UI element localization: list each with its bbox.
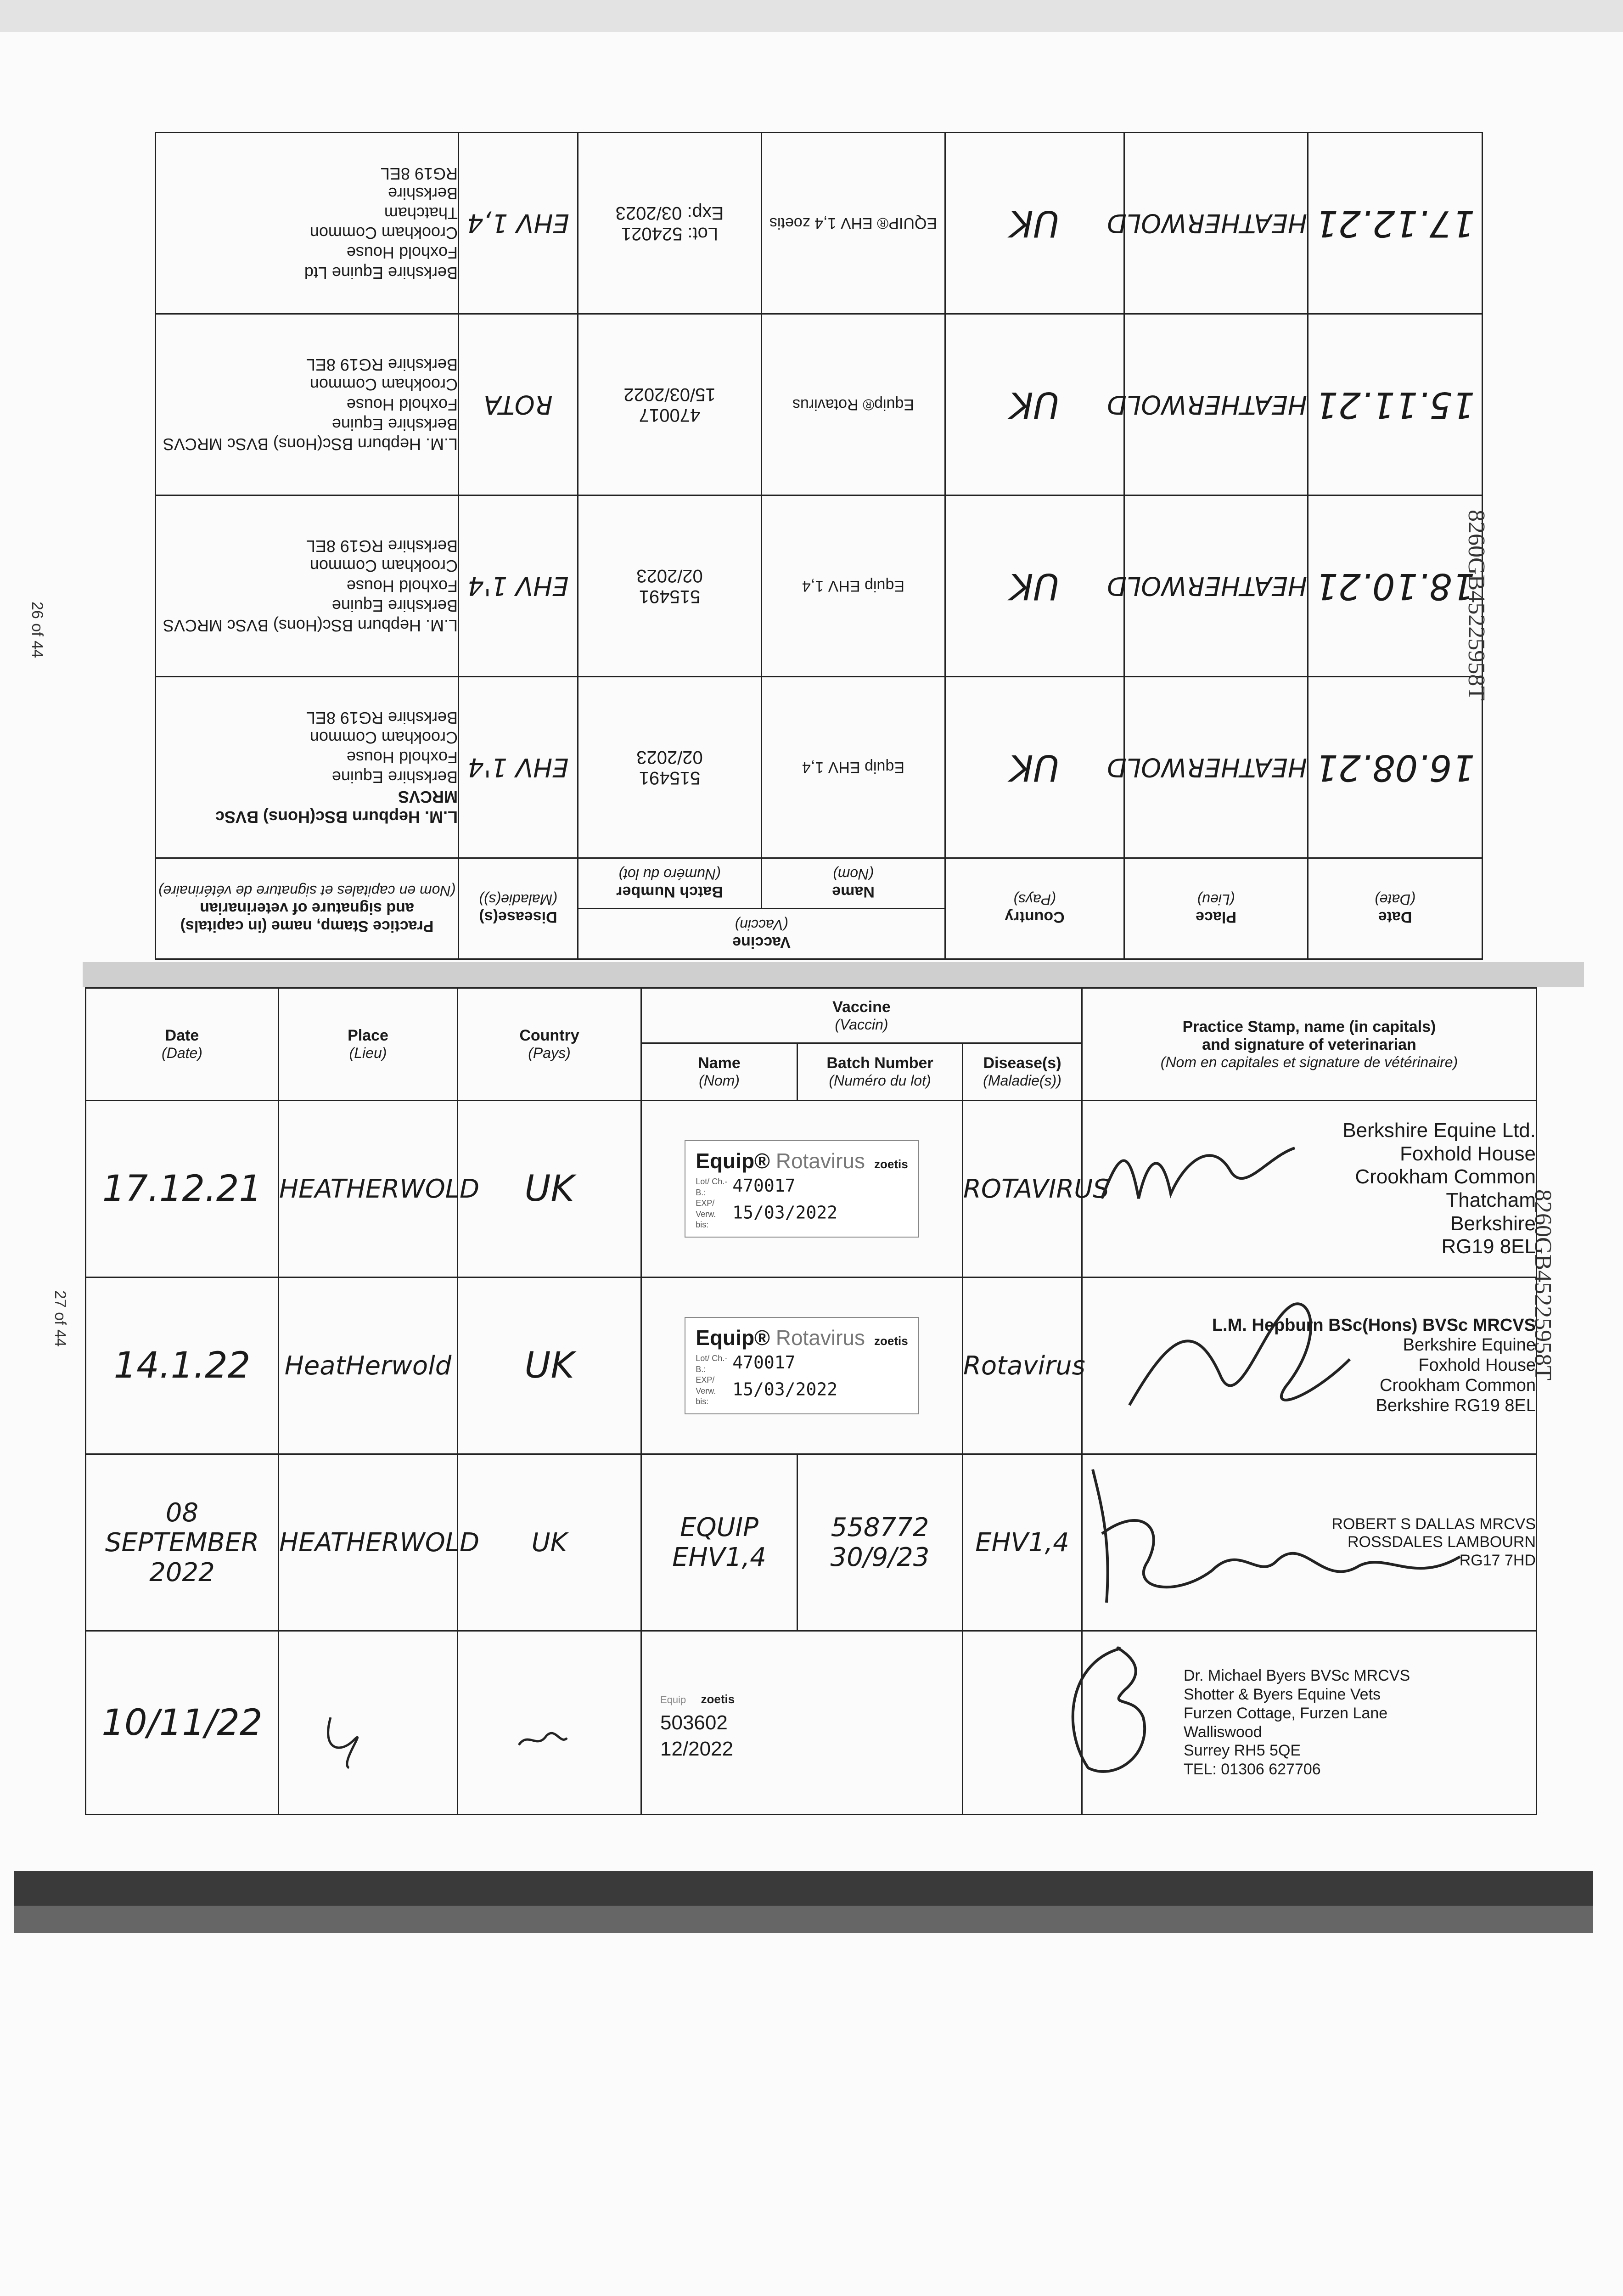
header-vaccine: Vaccine (Vaccin) bbox=[641, 988, 1082, 1043]
row-vaccine-name: Equip® Rotavirus bbox=[762, 314, 945, 495]
row-country: UK bbox=[458, 1454, 641, 1631]
passport-number-upper: 8260GB45225958T bbox=[1463, 510, 1489, 701]
row-batch: 515491 02/2023 bbox=[578, 677, 762, 858]
scan-top-edge bbox=[0, 0, 1623, 32]
header-disease: Disease(s) (Maladie(s)) bbox=[459, 858, 578, 959]
row-vaccine-name: Equip EHV 1,4 bbox=[762, 495, 945, 677]
header-date: Date (Date) bbox=[86, 988, 279, 1101]
row-vaccine-name: EQUIP® EHV 1,4 zoetis bbox=[762, 133, 945, 314]
header-name: Name (Nom) bbox=[762, 858, 945, 909]
sticker-lot: 503602 bbox=[660, 1711, 728, 1734]
row-disease: EHV 1'4 bbox=[459, 495, 578, 677]
signature-row3 bbox=[1065, 1451, 1478, 1616]
row-vaccine-label bbox=[641, 1631, 963, 1815]
row-date: 16.08.21 bbox=[1308, 677, 1483, 858]
row-disease: EHV 1'4 bbox=[459, 677, 578, 858]
row-place: HEATHERWOLD bbox=[1124, 495, 1308, 677]
sticker-product: Rotavirus bbox=[775, 1148, 865, 1173]
header-stamp: Practice Stamp, name (in capitals) and signature of veterinarian (Nom en capitales et signature de vétérinaire) bbox=[1082, 988, 1537, 1101]
row-place: HEATHERWOLD bbox=[279, 1101, 458, 1277]
table-row bbox=[86, 1631, 1537, 1815]
header-batch: Batch Number (Numéro du lot) bbox=[797, 1043, 963, 1101]
header-country: Country (Pays) bbox=[458, 988, 641, 1101]
row-date: 17.12.21 bbox=[86, 1101, 279, 1277]
row-country: UK bbox=[945, 314, 1124, 495]
sticker-exp: 15/03/2022 bbox=[732, 1202, 838, 1223]
header-stamp: Practice Stamp, name (in capitals) and signature of veterinarian (Nom en capitales et signature de vétérinaire) bbox=[156, 858, 459, 959]
row-date: 18.10.21 bbox=[1308, 495, 1483, 677]
signature-country-row4 bbox=[514, 1727, 569, 1754]
page-number-upper: 26 of 44 bbox=[28, 602, 46, 658]
header-vaccine: Vaccine (Vaccin) bbox=[578, 909, 945, 959]
table-row bbox=[156, 314, 1483, 495]
header-batch: Batch Number (Numéro du lot) bbox=[578, 858, 762, 909]
sticker-maker: zoetis bbox=[874, 1157, 908, 1171]
row-country bbox=[458, 1631, 641, 1815]
row-stamp: L.M. Hepburn BSc(Hons) BVSc MRCVS Berkshire Equine Foxhold House Crookham Common Berkshire RG19 8EL bbox=[156, 314, 459, 495]
row-country: UK bbox=[458, 1101, 641, 1277]
row-disease: ROTA bbox=[459, 314, 578, 495]
row-country: UK bbox=[458, 1277, 641, 1454]
row-date: 08 SEPTEMBER 2022 bbox=[86, 1454, 279, 1631]
sticker-brand: Equip® bbox=[696, 1148, 770, 1173]
row-date: 14.1.22 bbox=[86, 1277, 279, 1454]
scan-bottom-shadow bbox=[14, 1906, 1593, 1933]
row-vaccine-name: EQUIP EHV1,4 bbox=[641, 1454, 797, 1631]
row-stamp: Berkshire Equine Ltd Foxhold House Crookham Common Thatcham Berkshire RG19 8EL bbox=[156, 133, 459, 314]
row-batch: 558772 30/9/23 bbox=[797, 1454, 963, 1631]
table-row bbox=[156, 677, 1483, 858]
row-disease: Rotavirus bbox=[963, 1277, 1082, 1454]
signature-row2 bbox=[1120, 1286, 1359, 1424]
row-stamp: Dr. Michael Byers BVSc MRCVS Shotter & Byers Equine Vets Furzen Cottage, Furzen Lane Walliswood Surrey RH5 5QE TEL: 01306 627706 bbox=[1082, 1631, 1537, 1815]
page-number-lower: 27 of 44 bbox=[51, 1290, 69, 1347]
row-place: HEATHERWOLD bbox=[1124, 314, 1308, 495]
passport-number-lower: 8260GB45225958T bbox=[1530, 1189, 1556, 1380]
header-place: Place (Lieu) bbox=[279, 988, 458, 1101]
vaccine-sticker: Equip® Rotavirus zoetis Lot/ Ch.-B.: 470017 EXP/ Verw. bis: 15/03/2022 bbox=[685, 1140, 919, 1238]
signature-row4 bbox=[1051, 1635, 1189, 1782]
upper-page-rotated bbox=[156, 133, 1483, 960]
row-country: UK bbox=[945, 133, 1124, 314]
sticker-exp: 15/03/2022 bbox=[732, 1379, 838, 1400]
signature-row1 bbox=[1093, 1130, 1313, 1212]
sticker-brand: Equip® bbox=[696, 1325, 770, 1350]
row-stamp: ROBERT S DALLAS MRCVS ROSSDALES LAMBOURN RG17 7HD bbox=[1082, 1454, 1537, 1631]
header-date: Date (Date) bbox=[1308, 858, 1483, 959]
sticker-lot: 470017 bbox=[732, 1176, 796, 1196]
table-row bbox=[156, 495, 1483, 677]
header-name: Name (Nom) bbox=[641, 1043, 797, 1101]
page-fold bbox=[83, 962, 1584, 987]
row-disease: ROTAVIRUS bbox=[963, 1101, 1082, 1277]
row-vaccine-name: Equip EHV 1,4 bbox=[762, 677, 945, 858]
row-date: 17.12.21 bbox=[1308, 133, 1483, 314]
row-batch: 515491 02/2023 bbox=[578, 495, 762, 677]
row-place: HeatHerwold bbox=[279, 1277, 458, 1454]
sticker-maker: zoetis bbox=[874, 1334, 908, 1348]
row-disease: EHV1,4 bbox=[963, 1454, 1082, 1631]
sticker-product: Rotavirus bbox=[775, 1325, 865, 1350]
row-place: HEATHERWOLD bbox=[1124, 133, 1308, 314]
signature-place-row4 bbox=[312, 1708, 376, 1773]
row-vaccine-label bbox=[641, 1277, 963, 1454]
row-stamp: Berkshire Equine Ltd. Foxhold House Crookham Common Thatcham Berkshire RG19 8EL bbox=[1082, 1101, 1537, 1277]
row-disease: EHV 1,4 bbox=[459, 133, 578, 314]
sticker-brand: Equip bbox=[660, 1694, 686, 1705]
row-vaccine-label bbox=[641, 1101, 963, 1277]
row-country: UK bbox=[945, 495, 1124, 677]
header-disease: Disease(s) (Maladie(s)) bbox=[963, 1043, 1082, 1101]
row-stamp: L.M. Hepburn BSc(Hons) BVSc MRCVS Berkshire Equine Foxhold House Crookham Common Berkshire RG19 8EL bbox=[156, 677, 459, 858]
header-place: Place (Lieu) bbox=[1124, 858, 1308, 959]
row-stamp: L.M. Hepburn BSc(Hons) BVSc MRCVS Berkshire Equine Foxhold House Crookham Common Berkshire RG19 8EL bbox=[156, 495, 459, 677]
row-stamp: L.M. Hepburn BSc(Hons) BVSc MRCVS Berkshire Equine Foxhold House Crookham Common Berkshire RG19 8EL bbox=[1082, 1277, 1537, 1454]
row-country: UK bbox=[945, 677, 1124, 858]
row-batch: Lot: 524021 Exp: 03/2023 bbox=[578, 133, 762, 314]
row-place: HEATHERWOLD bbox=[279, 1454, 458, 1631]
sticker-maker: zoetis bbox=[701, 1692, 735, 1706]
header-country: Country (Pays) bbox=[945, 858, 1124, 959]
sticker-exp: 12/2022 bbox=[660, 1738, 734, 1761]
upper-vaccination-table bbox=[155, 132, 1483, 960]
row-place: HEATHERWOLD bbox=[1124, 677, 1308, 858]
row-date: 10/11/22 bbox=[86, 1631, 279, 1815]
sticker-lot: 470017 bbox=[732, 1352, 796, 1373]
row-date: 15.11.21 bbox=[1308, 314, 1483, 495]
row-batch: 470017 15/03/2022 bbox=[578, 314, 762, 495]
table-row bbox=[86, 1101, 1537, 1277]
table-row bbox=[156, 133, 1483, 314]
vaccine-sticker: Equip® Rotavirus zoetis Lot/ Ch.-B.: 470017 EXP/ Verw. bis: 15/03/2022 bbox=[685, 1317, 919, 1415]
